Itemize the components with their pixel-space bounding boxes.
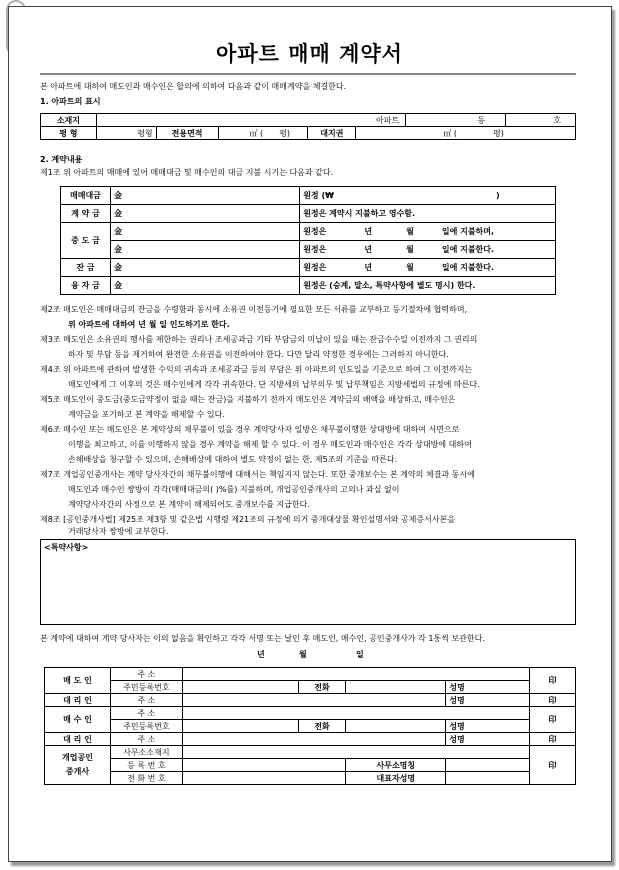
article-line: 제5조 매도인이 중도금(중도금약정이 없을 때는 잔금)을 지불하기 전까지 매도인은 계약금의 배액을 배상하고, 매수인은 [40, 395, 456, 404]
ho-label: 호 [553, 115, 561, 125]
buyer-agent-name-cell[interactable] [446, 733, 530, 746]
ho-cell[interactable] [506, 114, 576, 127]
geum-label: 金 [113, 245, 122, 254]
down-payment-row [61, 205, 556, 223]
seller-agent-address-field[interactable] [182, 694, 445, 707]
date-month-label: 월 [299, 650, 307, 659]
article-line: 제3조 매도인은 소유권의 행사를 제한하는 권리나 조세공과금 기타 부담금의 미납이 있을 때는 잔금수수일 이전까지 그 권리의 [40, 335, 478, 344]
seller-agent-name-cell[interactable] [446, 694, 530, 707]
article-line: 이행을 최고하고, 이를 이행하지 않을 경우 계약을 해제 할 수 있다. 이 경우 매도인과 매수인은 각각 상대방에 대하여 [68, 440, 472, 449]
broker-label [45, 746, 111, 785]
sqm-label-1: ㎡ ( [249, 128, 264, 138]
buyer-phone-field[interactable] [346, 720, 446, 733]
special-terms-box[interactable] [40, 539, 576, 625]
month-label: 월 [406, 227, 414, 236]
location-row [41, 114, 576, 127]
balance-label: 잔 금 [61, 259, 111, 277]
mid-payment-row-1 [61, 223, 556, 241]
down-payment-label: 계 약 금 [61, 205, 111, 223]
article-line: 하자 및 부담 등을 제거하여 완전한 소유권을 이전하여야 한다. 다만 달리 약정한 경우에는 그러하지 아니한다. [68, 350, 449, 359]
broker-label-line-2: 중개사 [65, 767, 90, 776]
office-location-label: 사무소소재지 [110, 746, 182, 759]
won-eun-label: 원정은 [303, 263, 327, 272]
exclusive-area-label: 전용면적 [156, 127, 218, 140]
registration-label: 등 록 번 호 [110, 759, 182, 772]
telephone-field[interactable] [182, 772, 346, 785]
rrn-label: 주민등록번호 [110, 720, 182, 733]
parties-table [44, 667, 576, 785]
phone-label: 전화 [298, 720, 346, 733]
pyeong-cell[interactable] [96, 127, 156, 140]
seller-id-row [45, 681, 576, 694]
article-line: 계약금을 포기하고 본 계약을 해제할 수 있다. [68, 410, 225, 419]
seller-address-field[interactable] [182, 668, 529, 681]
payment-table [60, 186, 556, 295]
special-terms-label: <특약사항> [44, 543, 89, 552]
date-day-label: 일 [356, 650, 364, 659]
intro-text: 본 아파트에 대하여 매도인과 매수인은 합의에 의하여 다음과 같이 매매계약을 체결한다. [40, 82, 347, 91]
py-label-1: 평) [279, 128, 291, 138]
geum-label: 金 [113, 191, 122, 200]
pyeong-label: 평형 [137, 128, 153, 138]
name-label: 성명 [449, 682, 465, 692]
geum-label: 金 [113, 263, 122, 272]
year-label: 년 [364, 263, 373, 272]
seller-agent-seal: 印 [530, 694, 576, 707]
loan-label: 융 자 금 [61, 277, 111, 295]
month-label: 월 [406, 245, 414, 254]
office-name-label: 사무소명칭 [346, 759, 446, 772]
seller-label: 매 도 인 [45, 668, 111, 694]
buyer-address-field[interactable] [182, 707, 529, 720]
land-right-label: 대지권 [308, 127, 356, 140]
loan-row [61, 277, 556, 295]
date-year-label: 년 [257, 650, 265, 659]
balance-amount-cell[interactable] [110, 259, 299, 277]
won-eun-label: 원정은 [303, 245, 327, 254]
won-w-label: 원정 (₩ [303, 191, 334, 200]
article-line: 제2조 매도인은 매매대금의 잔금을 수령함과 동시에 소유권 이전등기에 필요한 모든 서류를 교부하고 등기절차에 협력하며, [40, 305, 468, 314]
year-label: 년 [364, 227, 373, 236]
rrn-label: 주민등록번호 [110, 681, 182, 694]
article-line: 거래당사자 쌍방에 교부한다. [68, 527, 169, 536]
seller-agent-row [45, 694, 576, 707]
price-label: 매매대금 [61, 187, 111, 205]
apartment-name-cell[interactable] [96, 114, 405, 127]
section-2-heading: 2. 계약내용 [40, 155, 83, 164]
seller-agent-label: 대 리 인 [45, 694, 111, 707]
apartment-label: 아파트 [376, 115, 400, 125]
down-amount-cell[interactable] [110, 205, 299, 223]
day-label: 일에 지불한다. [441, 245, 495, 254]
buyer-agent-address-field[interactable] [182, 733, 445, 746]
month-label: 월 [406, 263, 414, 272]
land-right-cell[interactable] [356, 127, 576, 140]
buyer-name-cell[interactable] [446, 720, 530, 733]
broker-office-row [45, 746, 576, 759]
address-label: 주 소 [110, 694, 182, 707]
buyer-label: 매 수 인 [45, 707, 111, 733]
address-label: 주 소 [110, 733, 182, 746]
buyer-agent-label: 대 리 인 [45, 733, 111, 746]
buyer-rrn-field[interactable] [182, 720, 298, 733]
buyer-agent-seal: 印 [530, 733, 576, 746]
representative-field[interactable] [446, 772, 530, 785]
article-line: 위 아파트에 대하여 년 월 일 인도하기로 한다. [68, 320, 230, 329]
area-row [41, 127, 576, 140]
mid-amount-cell-1[interactable] [110, 223, 299, 241]
article-line: 매도인과 매수인 쌍방이 각각(매매대금의( )%를) 지불하며, 개업공인중개사의 고의나 과실 없이 [68, 485, 400, 494]
seller-name-cell[interactable] [446, 681, 530, 694]
geum-label: 金 [113, 281, 122, 290]
loan-text: 원정은 (승계, 말소, 특약사항에 별도 명시) 한다. [300, 277, 556, 295]
broker-label-line-1: 개업공인 [61, 753, 93, 762]
mid-payment-row-2 [61, 241, 556, 259]
seller-rrn-field[interactable] [182, 681, 298, 694]
section-1-heading: 1. 아파트의 표시 [40, 97, 101, 106]
article-line: 계약당사자간의 사정으로 본 계약이 해제되어도 중개보수를 지급한다. [68, 500, 310, 509]
office-location-field[interactable] [182, 746, 529, 759]
mid-date-cell-1[interactable] [300, 223, 556, 241]
buyer-agent-row [45, 733, 576, 746]
broker-seal: 印 [530, 746, 576, 785]
day-label: 일에 지불하며, [441, 227, 495, 236]
buyer-seal: 印 [530, 707, 576, 733]
broker-tel-row [45, 772, 576, 785]
buyer-id-row [45, 720, 576, 733]
balance-date-cell[interactable] [300, 259, 556, 277]
area-label: 평 형 [41, 127, 97, 140]
seller-seal: 印 [530, 668, 576, 694]
mid-date-cell-2[interactable] [300, 241, 556, 259]
buyer-address-row [45, 707, 576, 720]
article-line: 제8조 [공인중개사법] 제25조 제3항 및 같은법 시행령 제21조의 규정에 의거 중개대상물 확인설명서와 공제증서사본을 [40, 515, 456, 524]
seller-phone-field[interactable] [346, 681, 446, 694]
loan-amount-cell[interactable] [110, 277, 299, 295]
price-row [61, 187, 556, 205]
article-line: 손해배상을 청구할 수 있으며, 손해배상에 대하여 별도 약정이 없는 한, 제5조의 기준을 따른다. [68, 455, 398, 464]
sqm-label-2: ㎡ ( [443, 128, 457, 138]
property-table [40, 113, 576, 140]
telephone-label: 전 화 번 호 [110, 772, 182, 785]
article-line: 제6조 매수인 또는 매도인은 본 계약상의 채무불이 있을 경우 계약당사자 일방은 채무불이행한 상대방에 대하여 서면으로 [40, 425, 460, 434]
article-line: 제4조 위 아파트에 관하여 발생한 수익의 귀속과 조세공과금 등의 부담은 위 아파트의 인도일을 기준으로 하여 그 이전까지는 [40, 365, 473, 374]
down-payment-text: 원정은 계약시 지불하고 영수함. [300, 205, 556, 223]
price-amount-cell[interactable] [110, 187, 299, 205]
address-label: 주 소 [110, 668, 182, 681]
geum-label: 金 [113, 227, 122, 236]
year-label: 년 [364, 245, 373, 254]
balance-row [61, 259, 556, 277]
close-paren: ) [495, 191, 500, 200]
name-label: 성명 [449, 734, 465, 744]
title-divider [40, 73, 576, 75]
location-label: 소재지 [41, 114, 97, 127]
seller-address-row [45, 668, 576, 681]
article-line: 제7조 개업공인중개사는 계약 당사자간의 채무불이행에 대해서는 책임지지 않는다. 또한 중개보수는 본 계약의 체결과 동시에 [40, 470, 475, 479]
address-label: 주 소 [110, 707, 182, 720]
phone-label: 전화 [298, 681, 346, 694]
exclusive-area-cell[interactable] [218, 127, 308, 140]
dong-cell[interactable] [406, 114, 506, 127]
name-label: 성명 [449, 721, 465, 731]
broker-reg-row [45, 759, 576, 772]
registration-field[interactable] [182, 759, 346, 772]
price-won-cell[interactable] [300, 187, 556, 205]
dong-label: 동 [477, 115, 486, 125]
won-eun-label: 원정은 [303, 227, 327, 236]
document-title: 아파트 매매 계약서 [216, 42, 403, 66]
article-line: 매도인에게 그 이후의 것은 매수인에게 각각 귀속한다. 단 지방세의 납부의무 및 납부책임은 지방세법의 규정에 따른다. [68, 380, 480, 389]
mid-amount-cell-2[interactable] [110, 241, 299, 259]
closing-text: 본 계약에 대하여 계약 당사자는 이의 없음을 확인하고 각각 서명 또는 날인 후 매도인, 매수인, 공인중개사가 각 1통씩 보관한다. [40, 634, 485, 643]
mid-payment-label: 중 도 금 [61, 223, 111, 259]
day-label: 일에 지불한다. [441, 263, 495, 272]
geum-label: 金 [113, 209, 122, 218]
representative-label: 대표자성명 [346, 772, 446, 785]
office-name-field[interactable] [446, 759, 530, 772]
py-label-2: 평) [493, 128, 504, 138]
article-1-text: 제1조 위 아파트의 매매에 있어 매매대금 및 매수인의 대금 지불 시기는 다음과 같다. [40, 168, 334, 177]
name-label: 성명 [449, 695, 465, 705]
